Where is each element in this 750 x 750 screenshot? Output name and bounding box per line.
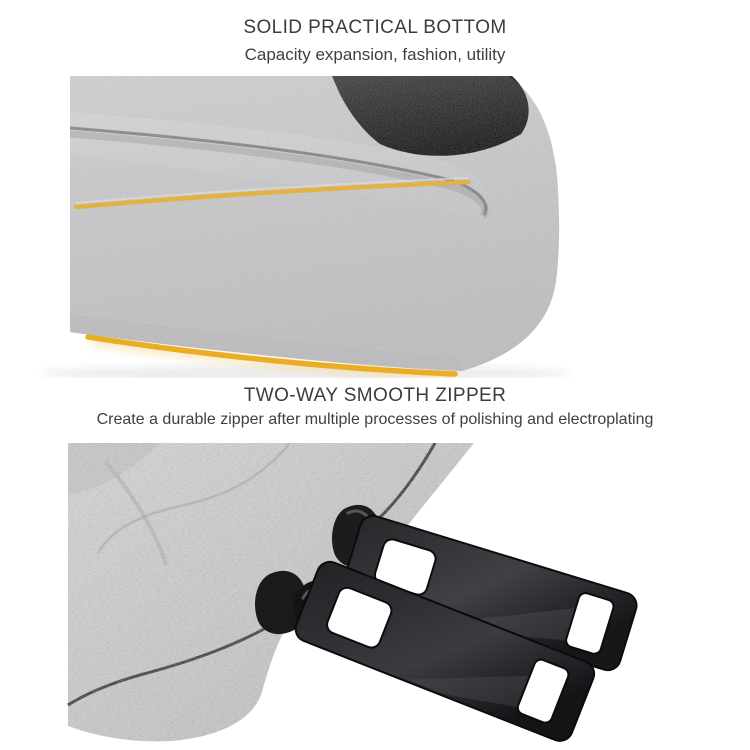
feature-title-zipper: TWO-WAY SMOOTH ZIPPER	[243, 385, 507, 406]
fabric-texture-overlay	[60, 76, 570, 378]
bag-corner-illustration	[0, 76, 750, 378]
product-photo-bag-bottom	[0, 76, 750, 378]
product-photo-zipper	[0, 443, 750, 750]
feature-subtitle-zipper: Create a durable zipper after multiple processes of polishing and electroplating	[96, 411, 654, 428]
zipper-closeup-illustration	[0, 443, 750, 750]
feature-title-bottom: SOLID PRACTICAL BOTTOM	[243, 17, 507, 38]
feature-subtitle-bottom: Capacity expansion, fashion, utility	[244, 45, 506, 64]
